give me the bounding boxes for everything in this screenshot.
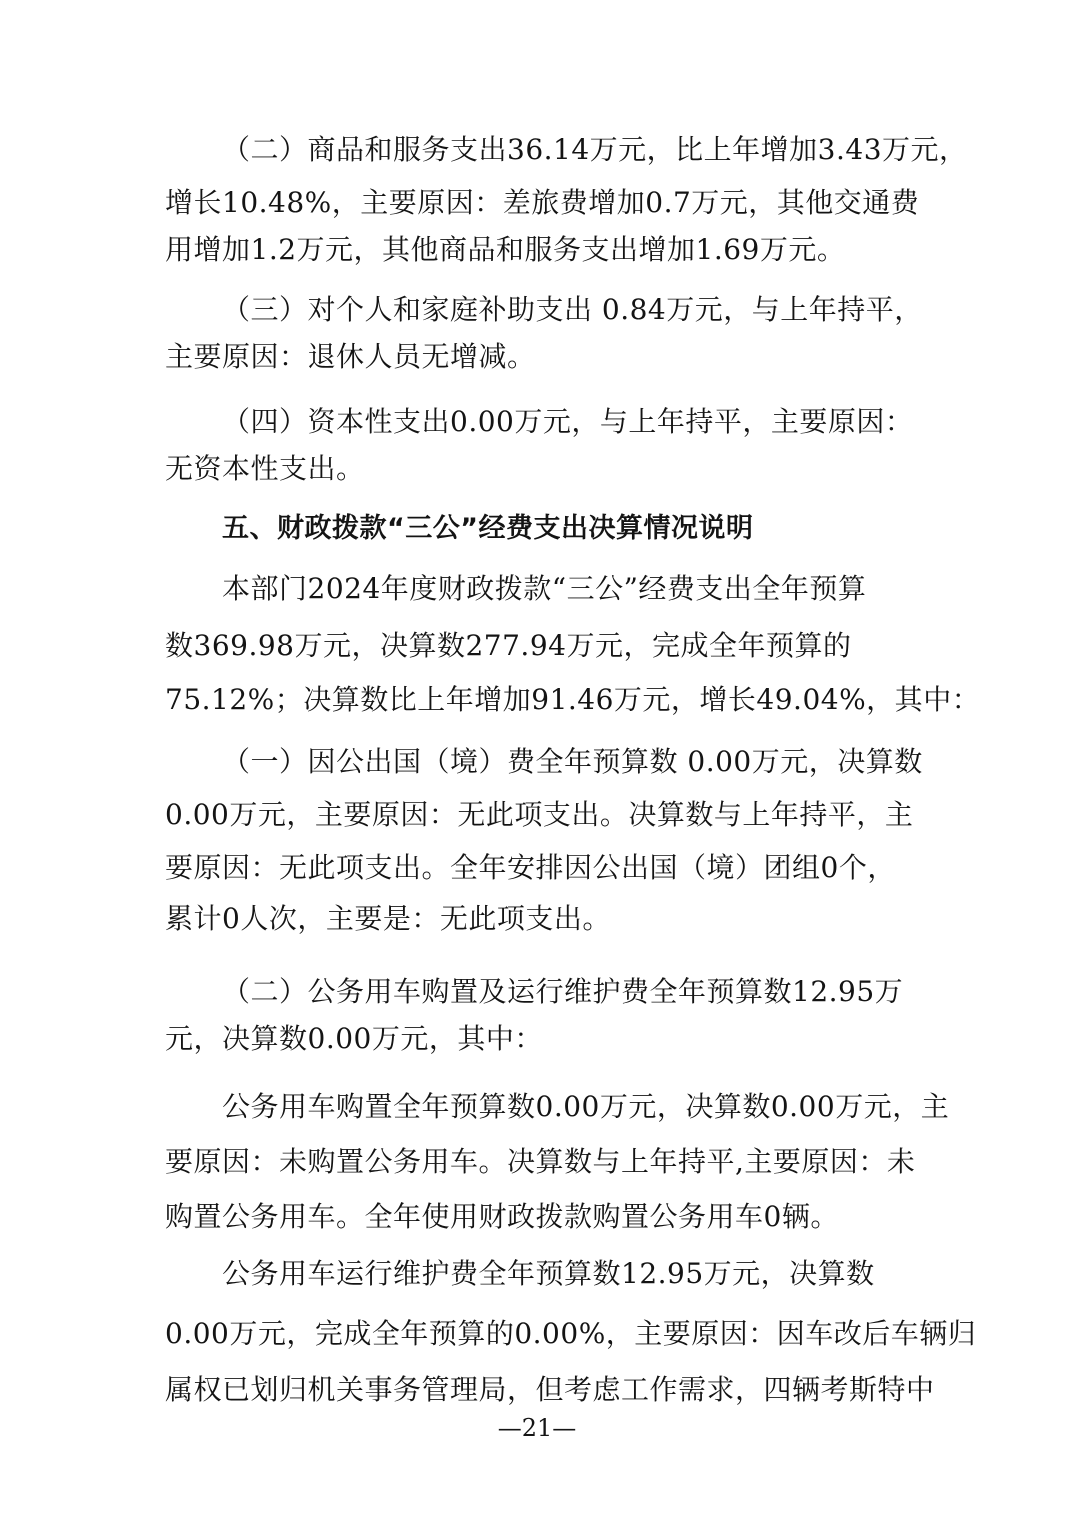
text-line: 本部门2024年度财政拨款“三公”经费支出全年预算 bbox=[222, 572, 867, 605]
text-line: 数369.98万元，决算数277.94万元，完成全年预算的 bbox=[165, 629, 852, 662]
text-line: 元，决算数0.00万元，其中： bbox=[165, 1022, 543, 1055]
text-line: （四）资本性支出0.00万元，与上年持平，主要原因： bbox=[222, 405, 914, 438]
text-line: 购置公务用车。全年使用财政拨款购置公务用车0辆。 bbox=[165, 1200, 839, 1233]
text-line: 增长10.48%，主要原因：差旅费增加0.7万元，其他交通费 bbox=[165, 186, 920, 219]
text-line: 0.00万元，完成全年预算的0.00%，主要原因：因车改后车辆归 bbox=[165, 1317, 977, 1350]
text-line: 要原因：无此项支出。全年安排因公出国（境）团组0个， bbox=[165, 851, 896, 884]
text-line: 要原因：未购置公务用车。决算数与上年持平,主要原因：未 bbox=[165, 1145, 916, 1178]
text-line: 主要原因：退休人员无增减。 bbox=[165, 340, 536, 373]
text-line: （三）对个人和家庭补助支出 0.84万元，与上年持平， bbox=[222, 293, 923, 326]
page-number: —21— bbox=[497, 1414, 577, 1442]
text-line: 公务用车购置全年预算数0.00万元，决算数0.00万元，主 bbox=[222, 1090, 950, 1123]
text-line: （二）公务用车购置及运行维护费全年预算数12.95万 bbox=[222, 975, 904, 1008]
text-line: 无资本性支出。 bbox=[165, 452, 365, 485]
text-line: 用增加1.2万元，其他商品和服务支出增加1.69万元。 bbox=[165, 233, 846, 266]
section-heading: 五、财政拨款“三公”经费支出决算情况说明 bbox=[222, 513, 754, 544]
text-line: 累计0人次，主要是：无此项支出。 bbox=[165, 902, 611, 935]
text-line: 属权已划归机关事务管理局，但考虑工作需求，四辆考斯特中 bbox=[165, 1373, 935, 1406]
text-line: 75.12%；决算数比上年增加91.46万元，增长49.04%，其中： bbox=[165, 683, 981, 716]
text-line: 0.00万元，主要原因：无此项支出。决算数与上年持平，主 bbox=[165, 798, 914, 831]
text-line: （一）因公出国（境）费全年预算数 0.00万元，决算数 bbox=[222, 745, 923, 778]
text-line: （二）商品和服务支出36.14万元，比上年增加3.43万元， bbox=[222, 133, 968, 166]
text-line: 公务用车运行维护费全年预算数12.95万元，决算数 bbox=[222, 1257, 875, 1290]
